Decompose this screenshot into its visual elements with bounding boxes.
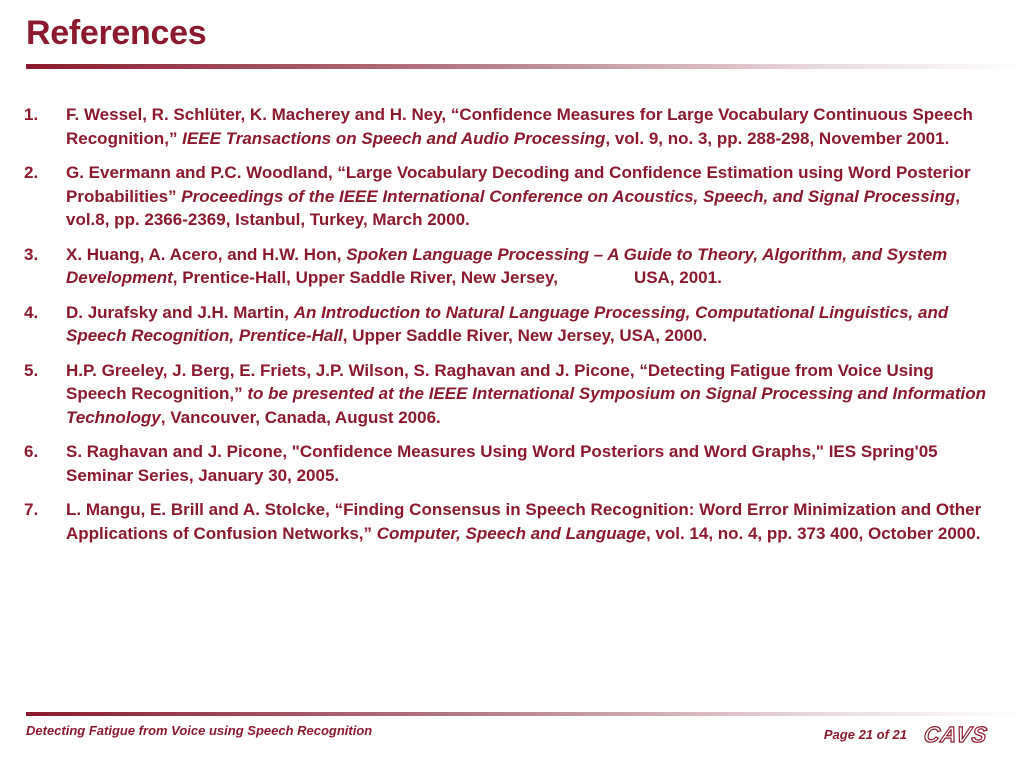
footer-divider (26, 712, 1024, 716)
reference-details-end: USA, 2001. (633, 268, 722, 287)
reference-item (24, 440, 994, 487)
reference-details: , vol.8, pp. 2366-2369, Istanbul, Turkey, March 2000. (66, 186, 960, 229)
reference-venue: to be presented at the IEEE International Symposium on Signal Processing and Information Technology (66, 384, 987, 427)
reference-item (24, 359, 994, 430)
reference-number: 4. (24, 302, 39, 322)
title-divider (26, 64, 1024, 69)
footer-presentation-title: Detecting Fatigue from Voice using Speech Recognition (26, 723, 373, 738)
reference-number: 6. (24, 442, 39, 461)
reference-venue: Spoken Language Processing – A Guide to Theory, Algorithm, and System Development (66, 244, 948, 287)
reference-item (24, 103, 994, 150)
reference-item (24, 161, 994, 232)
reference-details: , vol. 14, no. 4, pp. 373 400, October 2000. (645, 523, 981, 543)
reference-text: S. Raghavan and J. Picone, "Confidence Measures Using Word Posteriors and Word Graphs," IES Spring'05 Seminar Series, January 30, 2005. (66, 442, 938, 485)
reference-details: , Prentice-Hall, Upper Saddle River, New Jersey, (172, 268, 558, 287)
reference-venue: Computer, Speech and Language (376, 523, 646, 543)
reference-number: 5. (24, 360, 39, 380)
reference-details: , vol. 9, no. 3, pp. 288-298, November 2001. (605, 128, 950, 148)
reference-authors-title: G. Evermann and P.C. Woodland, “Large Vocabulary Decoding and Confidence Estimation using Word Posterior Probabilities” (66, 163, 971, 206)
reference-item (24, 498, 994, 545)
reference-authors-title: D. Jurafsky and J.H. Martin, (66, 302, 294, 322)
page-number: Page 21 of 21 (823, 727, 907, 742)
reference-authors-title: L. Mangu, E. Brill and A. Stolcke, “Finding Consensus in Speech Recognition: Word Error Minimization and Other Applications of Confusion Networks,” (66, 500, 982, 543)
reference-number: 7. (24, 500, 39, 519)
reference-details: , Upper Saddle River, New Jersey, USA, 2000. (342, 326, 708, 345)
reference-authors-title: F. Wessel, R. Schlüter, K. Macherey and H. Ney, “Confidence Measures for Large Vocabulary Continuous Speech Recognition,” (66, 105, 973, 148)
references-list (24, 103, 994, 556)
reference-number: 3. (24, 244, 39, 264)
cavs-logo: CAVS (922, 722, 990, 747)
reference-item (24, 301, 994, 348)
reference-venue: An Introduction to Natural Language Processing, Computational Linguistics, and Speech Recognition, Prentice-Hall (66, 302, 949, 345)
slide-title: References (26, 14, 207, 52)
reference-authors-title: H.P. Greeley, J. Berg, E. Friets, J.P. Wilson, S. Raghavan and J. Picone, “Detecting Fatigue from Voice Using Speech Recognition,” (66, 360, 934, 403)
reference-venue: Proceedings of the IEEE International Conference on Acoustics, Speech, and Signal Processing (181, 186, 956, 206)
reference-venue: IEEE Transactions on Speech and Audio Processing (182, 128, 606, 148)
reference-number: 1. (24, 105, 39, 124)
reference-item (24, 243, 994, 290)
reference-number: 2. (24, 163, 39, 182)
reference-details: , Vancouver, Canada, August 2006. (160, 407, 441, 427)
reference-authors-title: X. Huang, A. Acero, and H.W. Hon, (66, 244, 347, 264)
